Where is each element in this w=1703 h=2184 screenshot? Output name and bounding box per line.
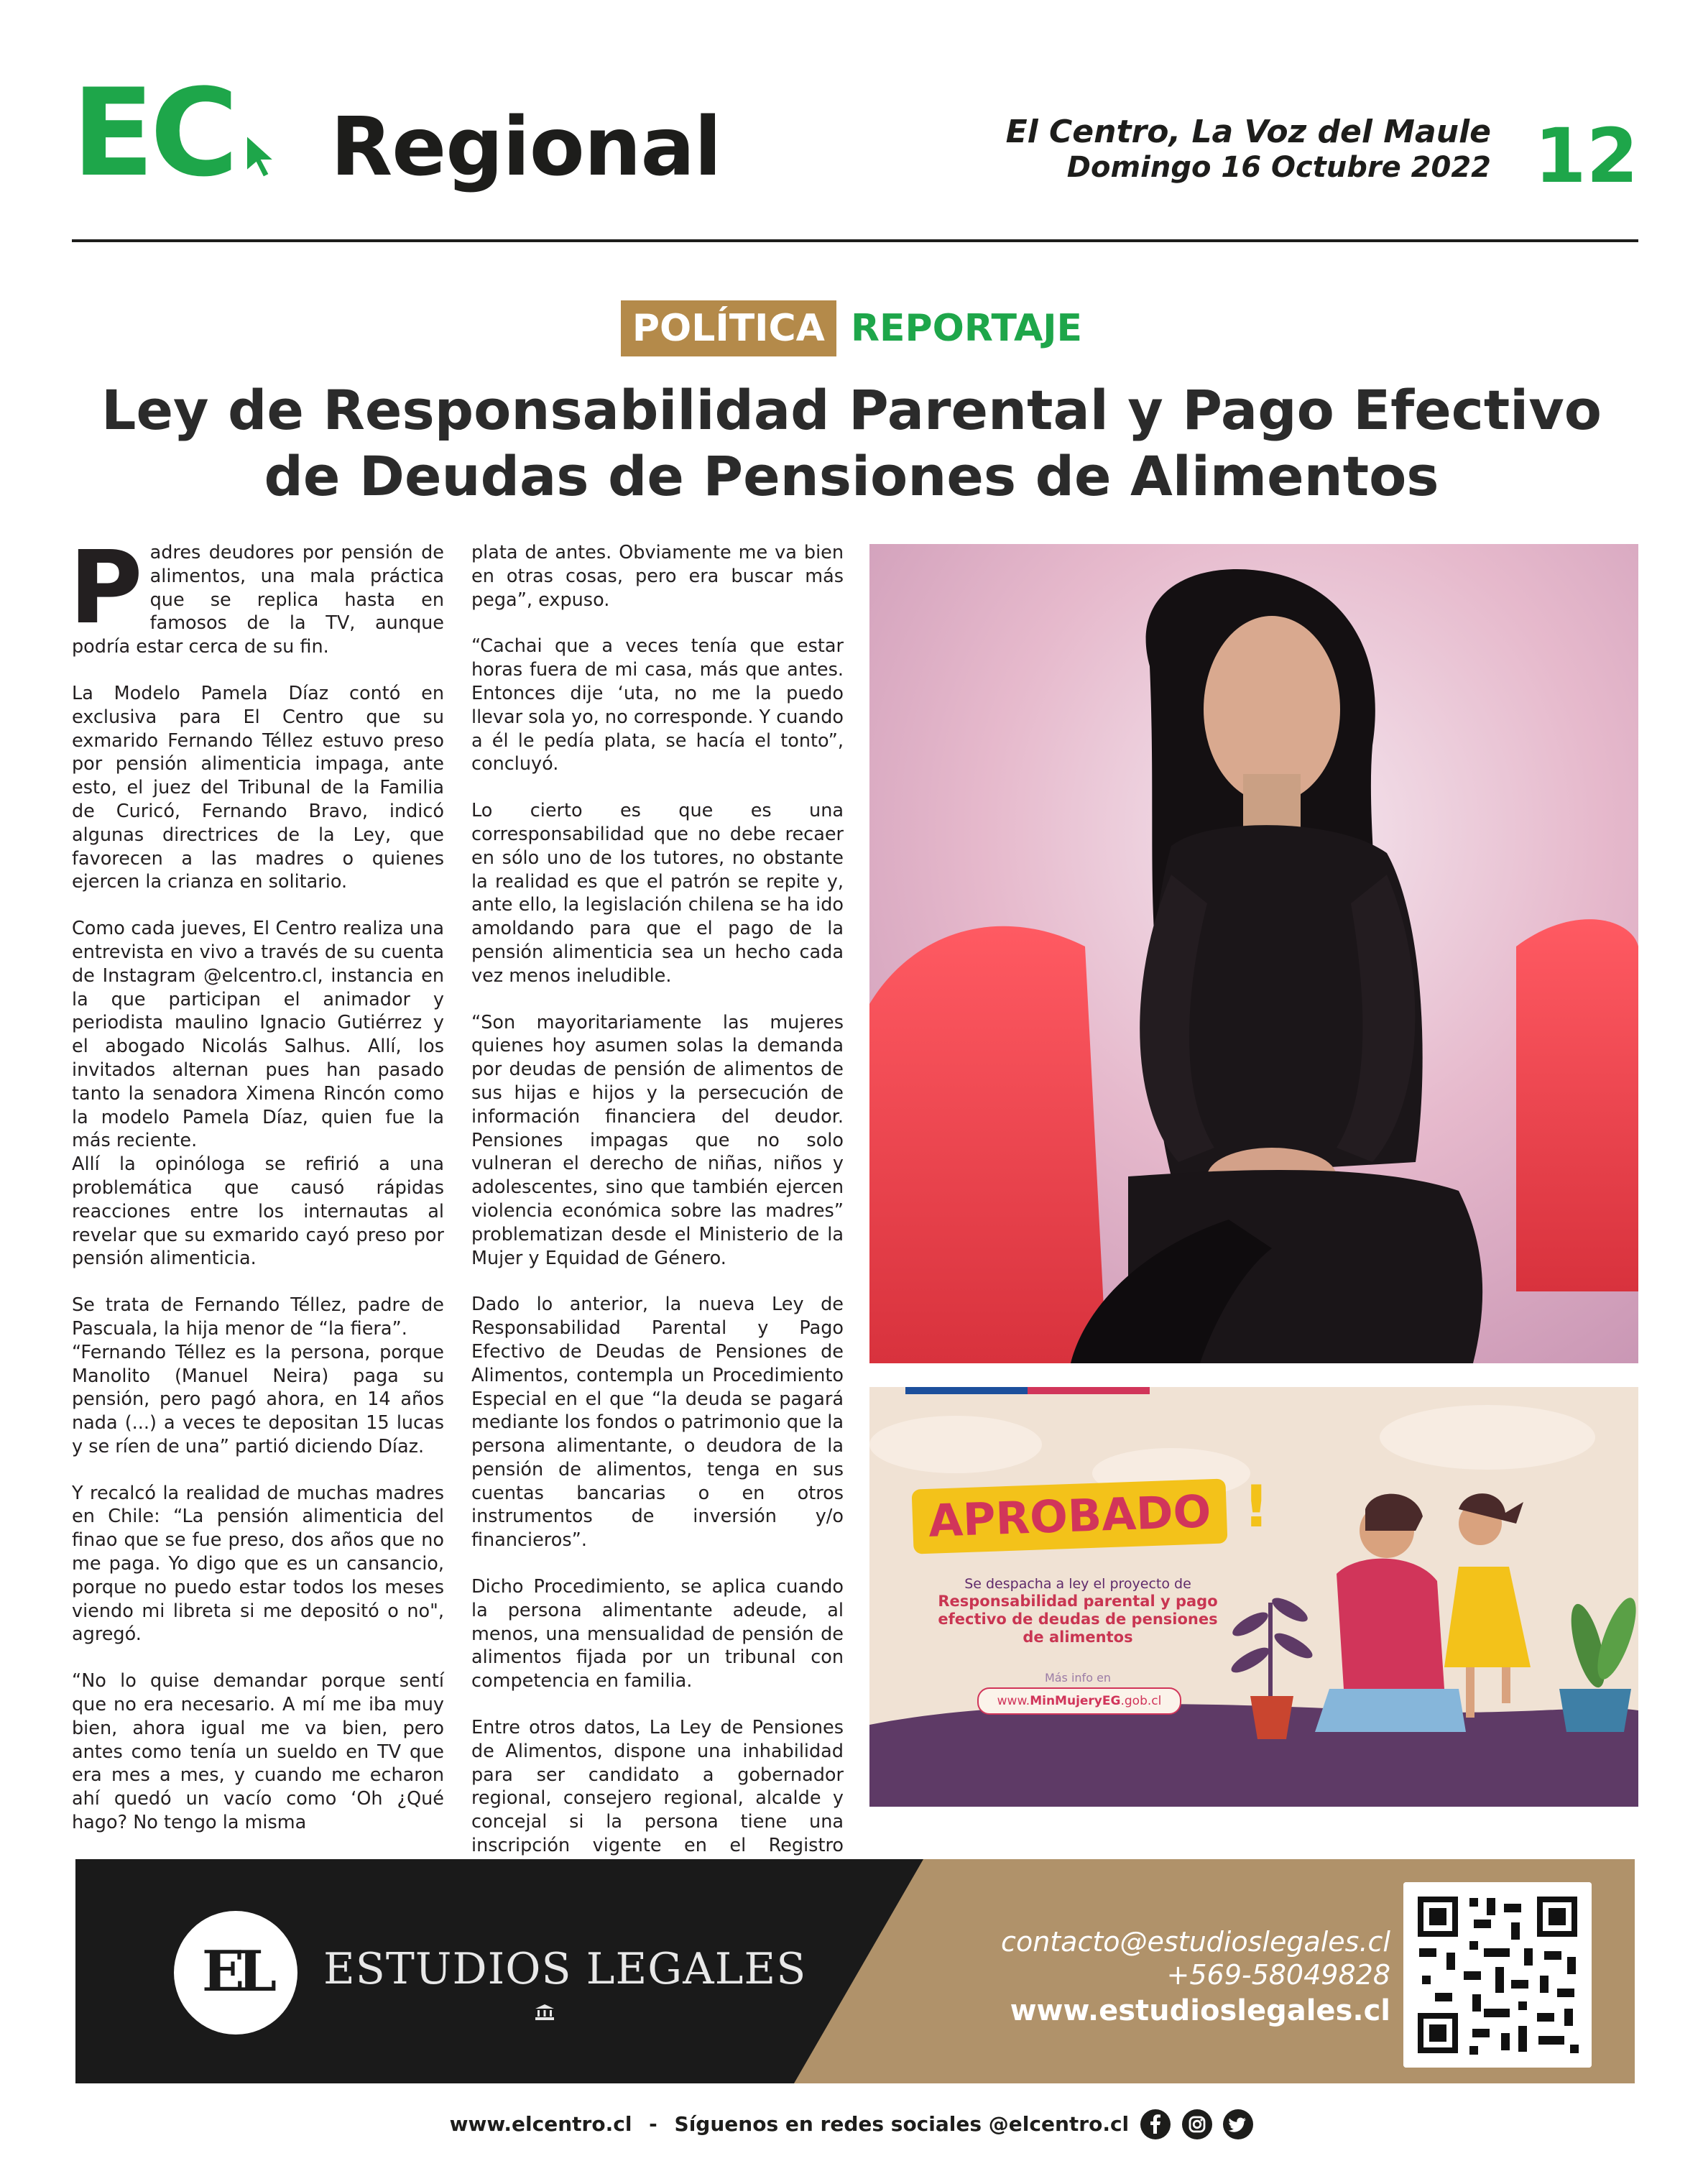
publication-date: Domingo 16 Octubre 2022 xyxy=(1066,151,1491,184)
exclamation-mark: ! xyxy=(1243,1473,1270,1540)
paragraph: “No lo quise demandar porque sentí que no era necesario. A mí me iba muy bien, ahora igual me va bien, pero antes como tenía un sueldo en TV que era mes a mes, y cuando me echaron ahí quedó un vacío como ‘Oh ¿Qué hago? No tengo la misma xyxy=(72,1670,444,1834)
paragraph: La Modelo Pamela Díaz contó en exclusiva para El Centro que su exmarido Fernando Téllez estuvo preso por pensión alimenticia impaga, ante esto, el juez del Tribunal de la Familia de Curicó, Fernando Bravo, indicó algunas directrices de la Ley, que favorecen a las madres o quienes ejercen la crianza en solitario. xyxy=(72,682,444,893)
header-divider xyxy=(72,239,1638,242)
kicker xyxy=(0,300,1703,358)
paragraph: Como cada jueves, El Centro realiza una entrevista en vivo a través de su cuenta de Instagram @elcentro.cl, instancia en la que participan el animador y periodista maulino Ignacio Gutiérrez y el abogado Nicolás Salhus. Allí, los invitados alternan pues han pasado tanto la senadora Ximena Rincón como la modelo Pamela Díaz, quien fue la más reciente. xyxy=(72,918,444,1152)
contact-phone[interactable]: +569-58049828 xyxy=(1166,1959,1390,1991)
paragraph: plata de antes. Obviamente me va bien en otras cosas, pero era buscar más pega”, expuso. xyxy=(471,542,844,611)
section-badge: POLÍTICA xyxy=(621,300,836,356)
aprobado-ad[interactable] xyxy=(869,1387,1638,1807)
paragraph-text: adres deudores por pensión de alimentos, una mala práctica que se replica hasta en famosos de la TV, aunque podría estar cerca de su fin. xyxy=(72,542,444,658)
firm-name: ESTUDIOS LEGALES xyxy=(323,1944,807,1994)
emblem-text: EL xyxy=(201,1939,270,2004)
url-suffix: .gob.cl xyxy=(1120,1694,1162,1708)
gold-panel xyxy=(75,1859,1635,2083)
aprobado-line-1: Se despacha a ley el proyecto de xyxy=(964,1576,1191,1592)
logo[interactable]: EC xyxy=(72,63,235,203)
aprobado-subtitle xyxy=(934,1575,1222,1646)
paragraph: Se trata de Fernando Téllez, padre de Pascuala, la hija menor de “la fiera”. xyxy=(72,1294,444,1340)
headline: Ley de Responsabilidad Parental y Pago Efectivo de Deudas de Pensiones de Alimentos xyxy=(101,378,1602,508)
paragraph: “Cachai que a veces tenía que estar horas fuera de mi casa, más que antes. Entonces dije ‘uta, no me la puedo llevar sola yo, no corresponde. Y cuando a él le pedía plata, se hacía el tonto”, concluyó. xyxy=(471,635,844,775)
firm-website[interactable]: www.estudioslegales.cl xyxy=(1010,1994,1390,2027)
legal-emblem-icon xyxy=(174,1911,297,2035)
url-domain: MinMujeryEG xyxy=(1030,1694,1121,1708)
more-info-label: Más info en xyxy=(1044,1671,1112,1685)
article-photo xyxy=(869,544,1638,1363)
estudios-legales-ad[interactable] xyxy=(75,1859,1635,2083)
paragraph: Dado lo anterior, la nueva Ley de Responsabilidad Parental y Pago Efectivo de Deudas de Pensiones de Alimentos, contempla un Procedimiento Especial en el que “la deuda se pagará mediante los fondos o patrimonio que la persona alimentante, o deudora de la pensión de alimentos, tenga en sus cuentas bancarias o en otros instrumentos de inversión y/o financieros”. xyxy=(471,1294,844,1552)
section-title: Regional xyxy=(331,101,721,194)
aprobado-line-2: Responsabilidad parental y pago efectivo de deudas de pensiones de alimentos xyxy=(938,1593,1218,1646)
contact-email[interactable]: contacto@estudioslegales.cl xyxy=(1001,1926,1390,1958)
twitter-icon[interactable] xyxy=(1223,2109,1253,2139)
lead-paragraph xyxy=(69,530,444,659)
paragraph: “Fernando Téllez es la persona, porque Manolito (Manuel Neira) paga su pensión, pero pagó ahora, en 14 años nada (...) a veces te depositan 15 lucas y se ríen de una” partió diciendo Díaz. xyxy=(72,1341,444,1457)
paragraph: “Son mayoritariamente las mujeres quienes hoy asumen solas la demanda por deudas de pensión de alimentos de sus hijas e hijos y la persecución de información financiera del deudor. Pensiones impagas que no solo vulneran el derecho de niñas, niños y adolescentes, sino que también ejercen violencia económica sobre las madres” problematizan desde el Ministerio de la Mujer y Equidad de Género. xyxy=(471,1011,844,1269)
paragraph: Allí la opinóloga se refirió a una problemática que causó rápidas reacciones entre los internautas al revelar que su exmarido cayó preso por pensión alimenticia. xyxy=(72,1153,444,1270)
kicker-label: REPORTAJE xyxy=(850,307,1083,350)
publication-name: El Centro, La Voz del Maule xyxy=(1005,114,1491,150)
bank-icon xyxy=(535,2004,554,2020)
page-number: 12 xyxy=(1534,112,1638,200)
aprobado-title: APROBADO xyxy=(912,1478,1228,1554)
paragraph: Entre otros datos, La Ley de Pensiones de Alimentos, dispone una inhabilidad para ser candidato a gobernador regional, consejero regional, alcalde y concejal si la persona tiene una inscripción vigente en el Registro xyxy=(471,1717,844,1857)
instagram-icon[interactable] xyxy=(1182,2109,1212,2139)
masthead xyxy=(72,63,1638,203)
qr-code-icon[interactable] xyxy=(1403,1882,1592,2068)
page-footer xyxy=(0,2104,1703,2143)
facebook-icon[interactable] xyxy=(1140,2109,1171,2139)
paragraph: Lo cierto es que es una corresponsabilidad que no debe recaer en sólo uno de los tutores, no obstante la realidad es que el patrón se repite y, ante ello, la legislación chilena se ha ido amoldando para que el pago de la pensión alimenticia sea un hecho cada vez menos ineludible. xyxy=(471,800,844,987)
ministry-link[interactable] xyxy=(977,1687,1181,1715)
dropcap: P xyxy=(69,530,143,647)
paragraph: Y recalcó la realidad de muchas madres en Chile: “La pensión alimenticia del finao que se fue preso, dos años que no me paga. Yo digo que es un cansancio, porque no puedo estar todos los meses viendo mi libreta si me depositó o no", agregó. xyxy=(72,1482,444,1646)
footer-social-text: Síguenos en redes sociales @elcentro.cl xyxy=(674,2112,1130,2136)
article-column-1 xyxy=(69,530,444,1858)
article-column-2 xyxy=(471,541,844,1927)
footer-website[interactable]: www.elcentro.cl xyxy=(449,2112,632,2136)
cursor-icon xyxy=(243,131,286,181)
url-prefix: www. xyxy=(997,1694,1030,1708)
footer-separator: - xyxy=(649,2112,657,2136)
paragraph: Dicho Procedimiento, se aplica cuando la persona alimentante adeude, al menos, una mensualidad de pensión de alimentos fijada por un tribunal con competencia en familia. xyxy=(471,1576,844,1692)
